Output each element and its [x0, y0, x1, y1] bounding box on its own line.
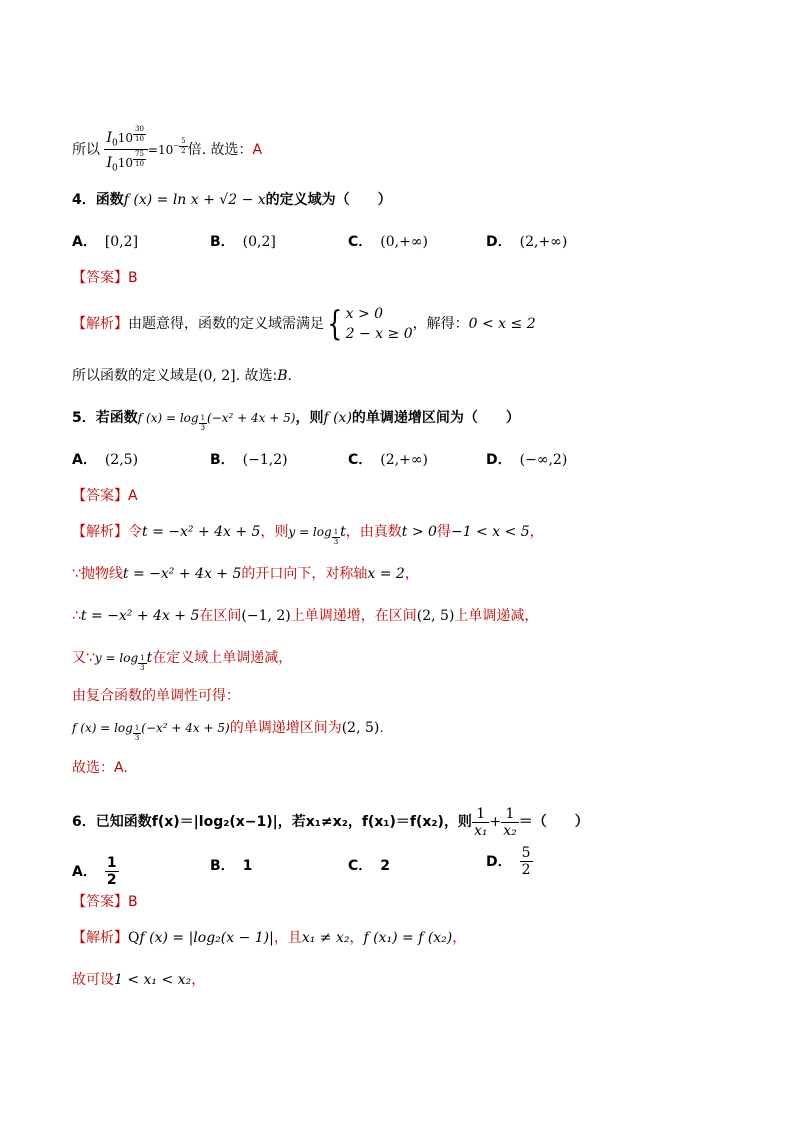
q6-frac-2: $\frac{1}{\text{x₂}}$ [503, 805, 517, 839]
q6-analysis-2: 故可设1 < x₁ < x₂， [72, 972, 206, 988]
q4-option-b[interactable]: B． (0,2] [210, 234, 276, 250]
prev-eq: =10 [147, 142, 174, 157]
q5-answer: 【答案】A [72, 488, 138, 504]
q5-analysis-1: 【解析】令t = −x² + 4x + 5，则y = log $_{\frac{1}{3}}$ t，由真数t > 0得−1 < x < 5， [72, 524, 544, 546]
q5-analysis-7: 故选：A. [72, 760, 128, 776]
q6-frac-1: $\frac{1}{\text{x₁}}$ [473, 805, 488, 839]
q5-analysis-5: 由复合函数的单调性可得： [72, 688, 240, 704]
q6-answer: 【答案】B [72, 894, 138, 910]
q4-option-a[interactable]: A． [0,2] [72, 234, 139, 250]
prev-ratio-fraction: $I_010$ $^{\frac{30}{10}}$ $I_010$ $^{\frac{75}{10}}$ [104, 126, 147, 174]
prev-prefix: 所以 [72, 141, 100, 158]
q5-option-a[interactable]: A． (2,5) [72, 452, 139, 468]
q6-option-a[interactable]: A． $\frac{1}{2}$ [72, 855, 117, 888]
q5-option-d[interactable]: D． (−∞,2) [486, 452, 568, 468]
q4-inequality-system: x > 0 2 − x ≥ 0 [345, 306, 413, 342]
q4-analysis-1: 【解析】由题意得，函数的定义域需满足{ x > 0 2 − x ≥ 0 ，解得：0 < x ≤ 2 [72, 304, 536, 344]
q5-analysis-2: ∵抛物线t = −x² + 4x + 5的开口向下，对称轴x = 2， [72, 566, 419, 582]
q5-stem: 5．若函数f (x) = log $_{\frac{1}{3}}$ (−x² + 4x + 5)，则f (x)的单调递增区间为（ ） [72, 410, 520, 432]
q5-analysis-3: ∴t = −x² + 4x + 5在区间(−1, 2)上单调递增，在区间(2, 5)上单调递减， [72, 608, 539, 624]
q4-function: f (x) = ln x + √2 − x [123, 192, 266, 208]
q6-option-b[interactable]: B． 1 [210, 858, 253, 874]
q5-analysis-4: 又∵y = log $_{\frac{1}{3}}$ t在定义域上单调递减， [72, 650, 293, 672]
prev-answer: A [252, 141, 263, 158]
q6-option-d[interactable]: D． $\frac{5}{2}$ [486, 845, 531, 878]
q4-option-d[interactable]: D． (2,+∞) [486, 234, 568, 250]
q4-answer: 【答案】B [72, 270, 138, 286]
system-brace: { [327, 304, 343, 344]
prev-suffix: 倍. 故选： [187, 141, 253, 158]
prev-solution-line: 所以 $I_010$ $^{\frac{30}{10}}$ $I_010$ $^{\frac{75}{10}}$ $=10^{- \frac{5}{2}}$ 倍. 故选：A [72, 125, 263, 174]
q6-stem: 6．已知函数f(x)＝|log₂(x−1)|，若x₁≠x₂，f(x₁)＝f(x₂)，则 $\frac{1}{\text{x₁}}$ + $\frac{1}{\text{x₂}}$ ＝（ ） [72, 805, 589, 839]
q4-option-c[interactable]: C． (0,+∞) [348, 234, 428, 250]
q5-option-c[interactable]: C． (2,+∞) [348, 452, 428, 468]
q6-option-c[interactable]: C． 2 [348, 858, 391, 874]
q4-stem: 4．函数f (x) = ln x + √2 − x的定义域为（ ） [72, 192, 392, 208]
q5-option-b[interactable]: B． (−1,2) [210, 452, 288, 468]
q5-analysis-6: f (x) = log $_{\frac{1}{3}}$ (−x² + 4x + 5)的单调递增区间为(2, 5). [72, 720, 384, 742]
q4-analysis-2: 所以函数的定义域是(0, 2]. 故选:B. [72, 368, 293, 384]
q6-analysis-1: 【解析】Qf (x) = |log₂(x − 1)|，且x₁ ≠ x₂，f (x₁) = f (x₂)， [72, 930, 467, 946]
